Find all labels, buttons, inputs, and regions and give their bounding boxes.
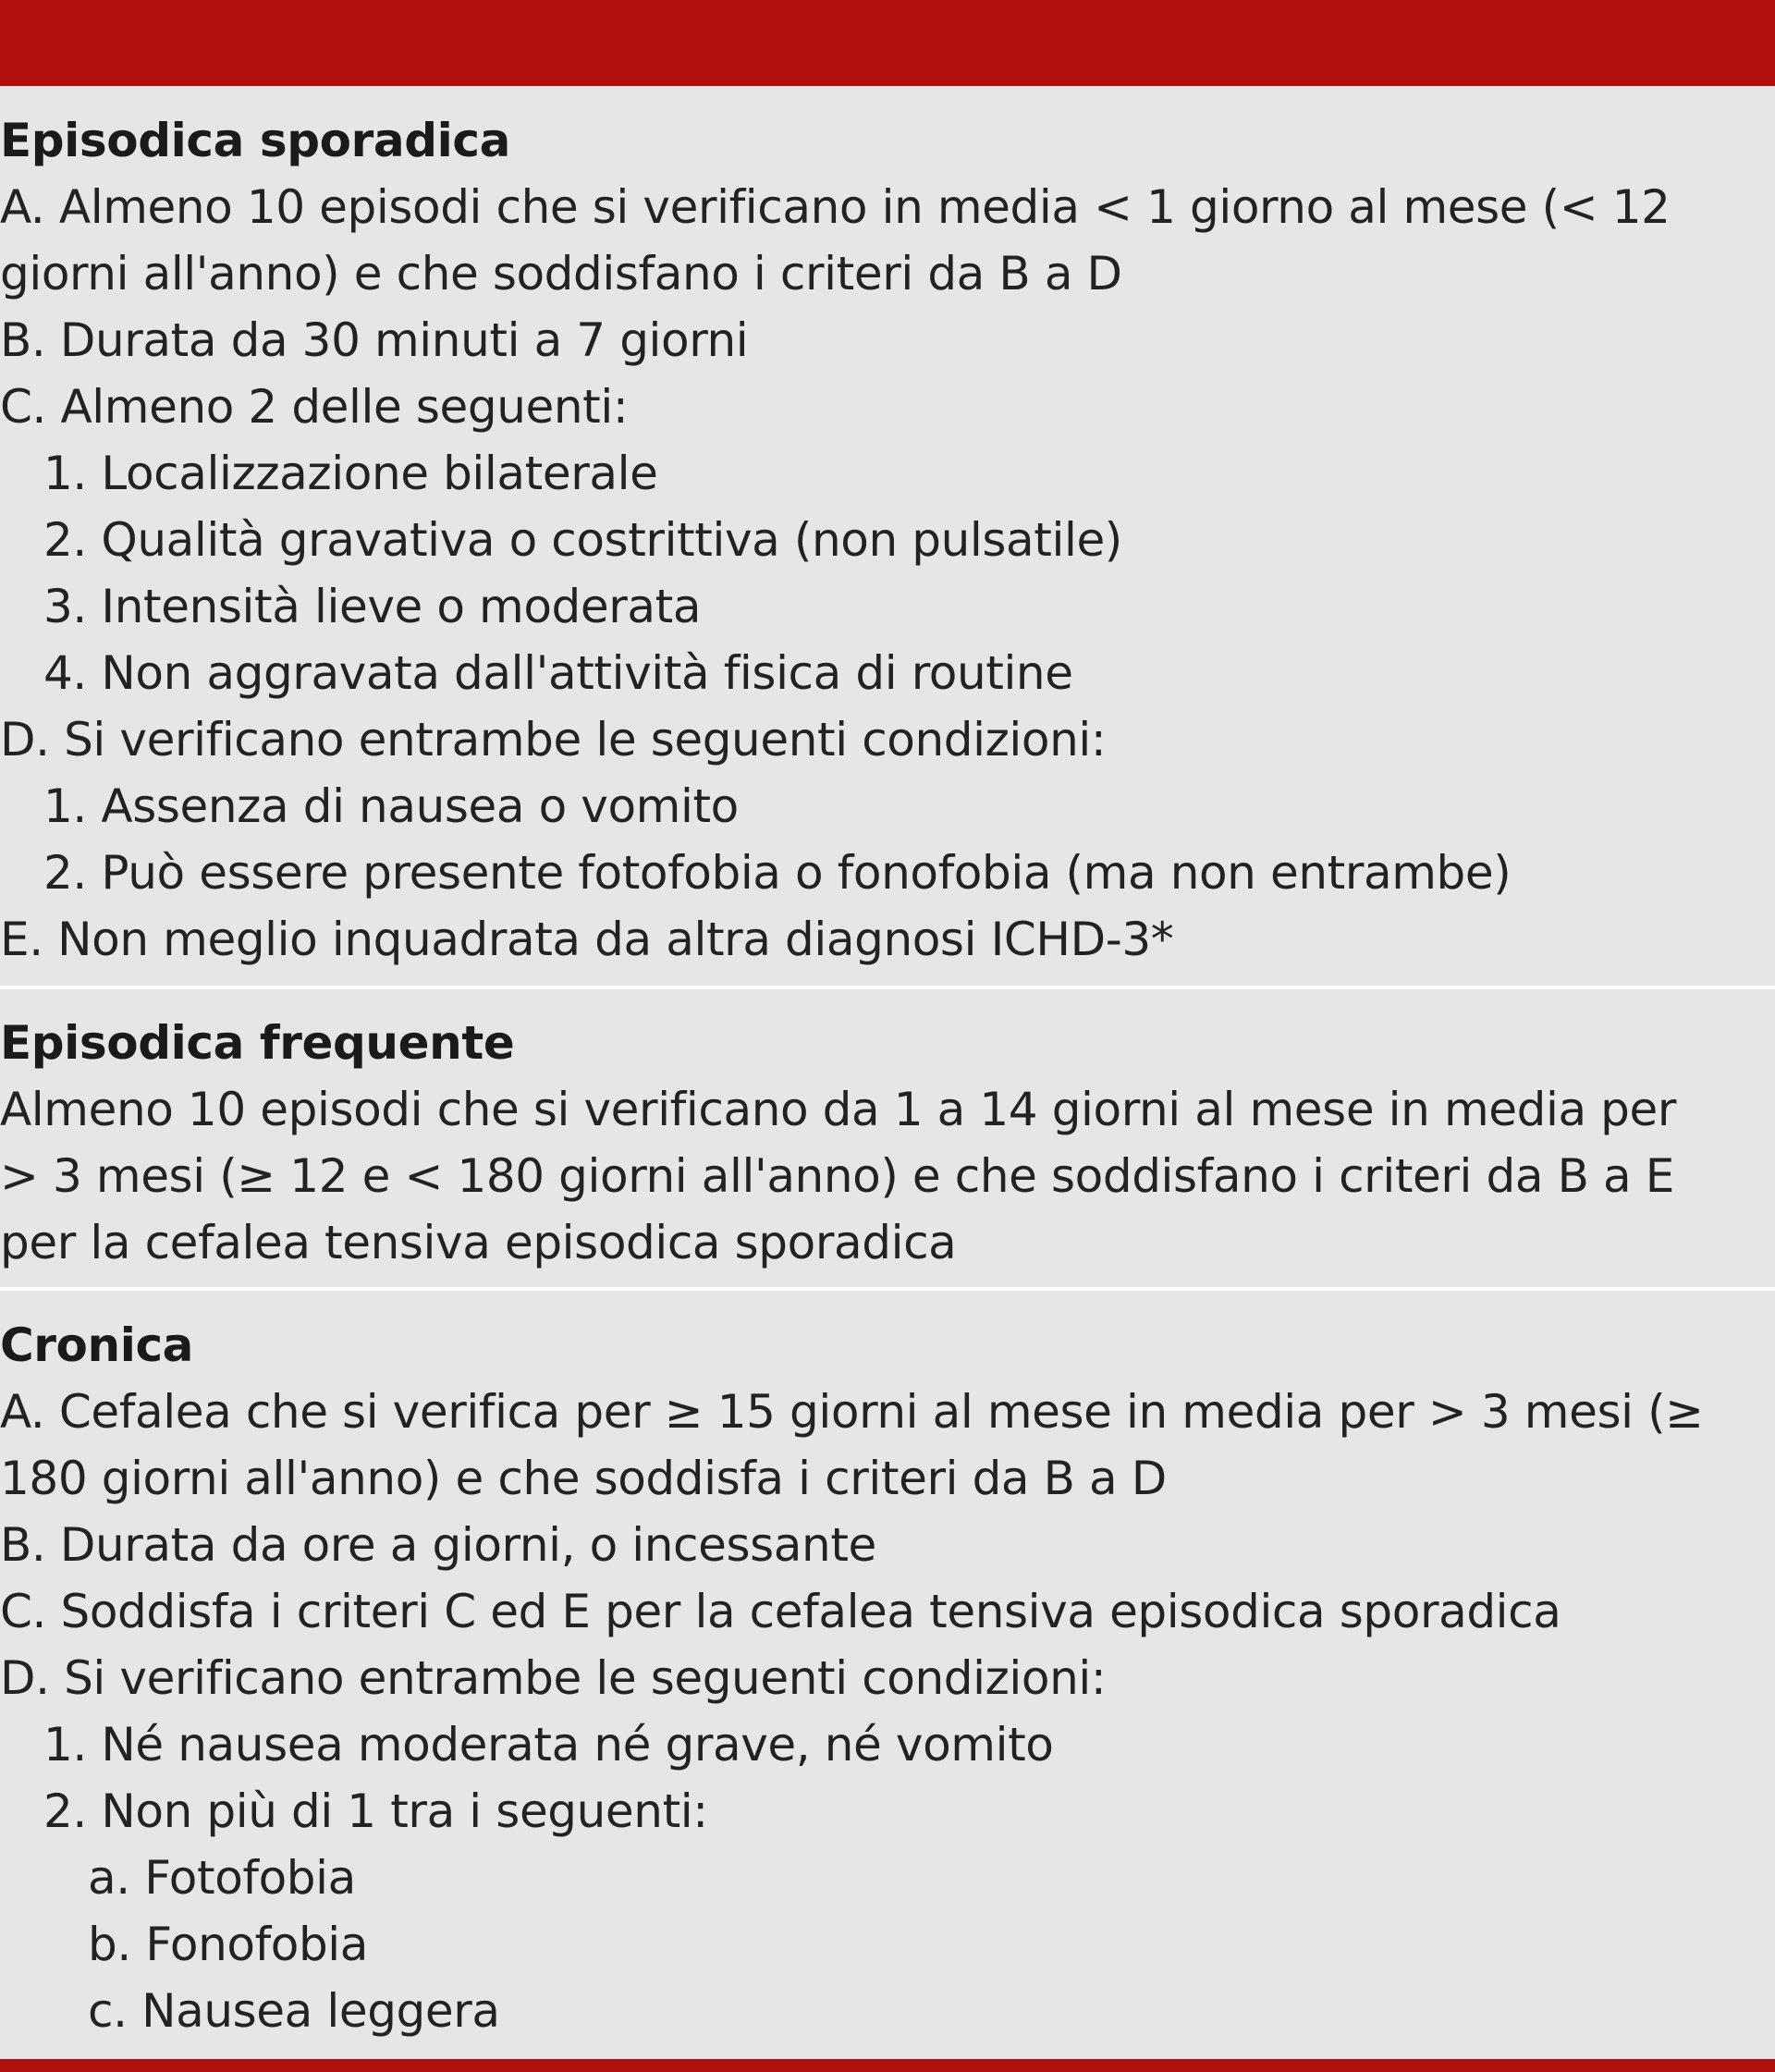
criterion-line: per la cefalea tensiva episodica sporadica bbox=[0, 1216, 957, 1269]
sub-criterion-line: 2. Non più di 1 tra i seguenti: bbox=[43, 1784, 708, 1838]
sub-sub-criterion-line: c. Nausea leggera bbox=[88, 1984, 500, 2038]
section-divider bbox=[0, 1287, 1775, 1291]
criterion-line: A. Cefalea che si verifica per ≥ 15 giorni al mese in media per > 3 mesi (≥ bbox=[0, 1385, 1704, 1439]
header-bar bbox=[0, 0, 1775, 86]
section-title: Episodica sporadica bbox=[0, 114, 510, 167]
criterion-line: giorni all'anno) e che soddisfano i criteri da B a D bbox=[0, 247, 1122, 300]
criterion-line: 180 giorni all'anno) e che soddisfa i criteri da B a D bbox=[0, 1452, 1167, 1505]
section-divider bbox=[0, 986, 1775, 989]
sub-sub-criterion-line: b. Fonofobia bbox=[88, 1918, 369, 1971]
sub-criterion-line: 4. Non aggravata dall'attività fisica di routine bbox=[43, 646, 1073, 700]
sub-criterion-line: 3. Intensità lieve o moderata bbox=[43, 580, 702, 633]
section-episodica-sporadica bbox=[0, 107, 1775, 989]
criterion-line: D. Si verificano entrambe le seguenti condizioni: bbox=[0, 1651, 1107, 1705]
section-title: Cronica bbox=[0, 1318, 194, 1372]
criterion-line: E. Non meglio inquadrata da altra diagnosi ICHD-3* bbox=[0, 913, 1174, 966]
sub-criterion-line: 2. Qualità gravativa o costrittiva (non pulsatile) bbox=[43, 513, 1122, 567]
sub-criterion-line: 1. Né nausea moderata né grave, né vomito bbox=[43, 1718, 1054, 1772]
section-cronica bbox=[0, 1312, 1775, 2044]
section-episodica-frequente bbox=[0, 1010, 1775, 1276]
criterion-line: A. Almeno 10 episodi che si verificano in media < 1 giorno al mese (< 12 bbox=[0, 180, 1671, 234]
sub-sub-criterion-line: a. Fotofobia bbox=[88, 1851, 356, 1905]
footer-bar bbox=[0, 2059, 1775, 2072]
criterion-line: > 3 mesi (≥ 12 e < 180 giorni all'anno) e che soddisfano i criteri da B a E bbox=[0, 1149, 1674, 1203]
sub-criterion-line: 1. Localizzazione bilaterale bbox=[43, 447, 658, 500]
criterion-line: B. Durata da 30 minuti a 7 giorni bbox=[0, 313, 749, 367]
criterion-line: C. Almeno 2 delle seguenti: bbox=[0, 380, 629, 434]
criterion-line: D. Si verificano entrambe le seguenti condizioni: bbox=[0, 713, 1107, 766]
criterion-line: Almeno 10 episodi che si verificano da 1 a 14 giorni al mese in media per bbox=[0, 1083, 1677, 1136]
section-title: Episodica frequente bbox=[0, 1016, 515, 1070]
criterion-line: B. Durata da ore a giorni, o incessante bbox=[0, 1518, 876, 1572]
criterion-line: C. Soddisfa i criteri C ed E per la cefalea tensiva episodica sporadica bbox=[0, 1585, 1561, 1638]
sub-criterion-line: 1. Assenza di nausea o vomito bbox=[43, 779, 739, 833]
sub-criterion-line: 2. Può essere presente fotofobia o fonofobia (ma non entrambe) bbox=[43, 846, 1512, 900]
